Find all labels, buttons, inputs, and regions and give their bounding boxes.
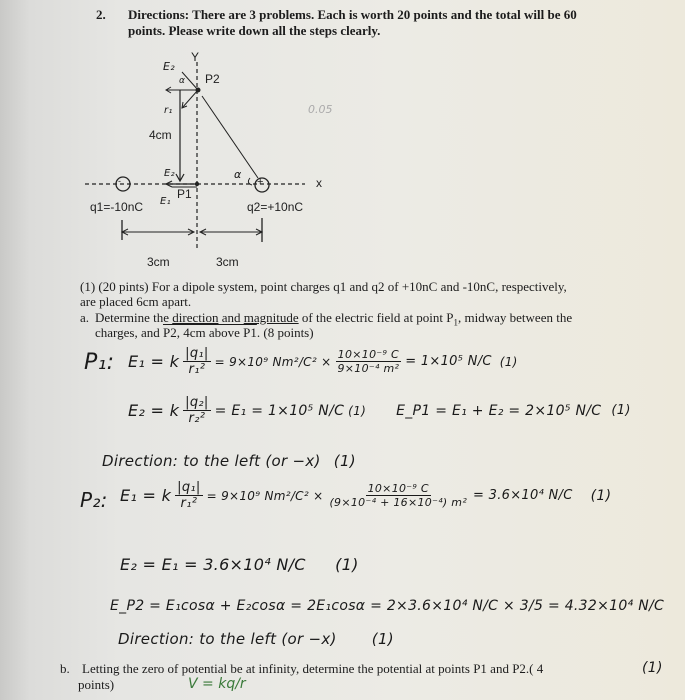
- hand-e1-p1: E₁: [160, 196, 171, 207]
- q1-sign: -: [118, 176, 121, 186]
- y-axis-label: Y: [191, 50, 200, 64]
- hand-r1: r₁: [164, 105, 173, 116]
- part-a-marker: a.: [80, 310, 90, 325]
- line2-frac-den: r₂²: [188, 411, 206, 426]
- solution-p1-label: P₁:: [84, 350, 115, 375]
- p2-label: P2: [205, 72, 220, 86]
- hand-alpha-top: α: [179, 76, 186, 86]
- problem-intro-line-1: (1) (20 pints) For a dipole system, point charges q1 and q2 of +10nC and -10nC, respectively,: [80, 279, 567, 294]
- line2-frac: [183, 395, 210, 426]
- line1-lhs: E₁ = k: [128, 352, 180, 371]
- line1-frac-1: [183, 346, 210, 377]
- part-a-text-end: , midway between the: [458, 310, 573, 325]
- direction1-text: Direction: to the left (or −x): [102, 452, 321, 470]
- solution-p2-label: P₂:: [80, 488, 108, 512]
- p1-label: P1: [177, 187, 192, 201]
- line3-frac-2: [327, 482, 469, 509]
- direction2-text: Direction: to the left (or −x): [118, 630, 337, 648]
- line5-text: E_P2 = E₁cosα + E₂cosα = 2E₁cosα = 2×3.6×10⁴ N/C × 3/5 = 4.32×10⁴ N/C: [110, 598, 665, 614]
- direction1-score: (1): [333, 452, 356, 470]
- line3-frac-1: [175, 480, 202, 511]
- q2-sign: +: [257, 176, 264, 188]
- part-a-line-2: [95, 325, 314, 340]
- height-label: 4cm: [149, 128, 172, 142]
- part-a-magnitude: magnitude: [243, 310, 299, 325]
- q2-label: q2=+10nC: [247, 200, 304, 214]
- line2-lhs: E₂ = k: [128, 401, 180, 420]
- line2-score: (1): [348, 403, 367, 418]
- line3-result: = 3.6×10⁴ N/C: [473, 488, 573, 503]
- solution-line-2: [128, 395, 631, 426]
- solution-direction-2: [118, 630, 394, 648]
- part-a-sub: 1: [453, 317, 459, 328]
- solution-line-5: [110, 598, 664, 614]
- solution-line-3: [120, 480, 611, 511]
- line3-frac2-num: 10×10⁻⁹ C: [367, 482, 429, 495]
- left-distance-label: 3cm: [147, 255, 170, 269]
- line3-frac2-den: (9×10⁻⁴ + 16×10⁻⁴) m²: [329, 496, 468, 509]
- solution-line-1: [128, 346, 518, 377]
- faint-note: 0.05: [308, 103, 333, 116]
- line1-mid: = 9×10⁹ Nm²/C² ×: [214, 354, 332, 369]
- hand-e2-top: E₂: [163, 60, 175, 73]
- part-a-text-mid: and: [218, 310, 244, 325]
- line2-sum: E_P1 = E₁ + E₂ = 2×10⁵ N/C: [396, 402, 602, 419]
- dipole-diagram: [80, 50, 400, 270]
- directions-line-1: Directions: There are 3 problems. Each is worth 20 points and the total will be 60: [128, 7, 577, 22]
- line3-lhs: E₁ = k: [120, 486, 172, 505]
- line3-mid: = 9×10⁹ Nm²/C² ×: [206, 488, 324, 503]
- problem-number: 2.: [96, 7, 106, 22]
- part-a-text-pre: Determine the: [95, 310, 173, 325]
- part-a-line2-overline: P2, 4cm above P1: [162, 325, 257, 340]
- directions-line-2: points. Please write down all the steps clearly.: [128, 23, 381, 38]
- solution-direction-1: [102, 452, 356, 470]
- line3-frac1-num: |q₁|: [177, 480, 201, 495]
- line3-frac1-den: r₁²: [180, 496, 198, 511]
- line1-result: = 1×10⁵ N/C: [405, 354, 492, 369]
- q1-label: q1=-10nC: [90, 200, 144, 214]
- line4-text: E₂ = E₁ = 3.6×10⁴ N/C: [120, 555, 306, 574]
- part-a-line2-end: . (8 points): [256, 325, 314, 340]
- line1-frac2-num: 10×10⁻⁹ C: [337, 348, 399, 361]
- part-b-line-2: points): [78, 677, 115, 692]
- line1-frac1-num: |q₁|: [185, 346, 209, 361]
- direction2-score: (1): [371, 630, 394, 648]
- line1-score: (1): [499, 354, 518, 369]
- right-distance-label: 3cm: [216, 255, 239, 269]
- part-a-text-post: of the electric field at point P: [298, 310, 454, 325]
- problem-intro-line-2: are placed 6cm apart.: [80, 294, 192, 309]
- x-axis-label: x: [316, 176, 322, 190]
- diagram-drawing: [80, 50, 400, 270]
- part-b-marker: b.: [60, 661, 70, 676]
- line3-score: (1): [590, 487, 612, 504]
- solution-line-4: [120, 555, 359, 574]
- hand-alpha-bottom: α: [234, 168, 242, 181]
- line2-frac-num: |q₂|: [185, 395, 209, 410]
- line5-score: (1): [642, 660, 663, 676]
- part-b-line-1: Letting the zero of potential be at infinity, determine the potential at points P1 and P2.( 4: [82, 661, 544, 676]
- part-a-direction: direction: [172, 310, 219, 325]
- hand-e2-p1: E₂: [164, 168, 175, 179]
- line4-score: (1): [335, 555, 359, 574]
- line1-frac-2: [335, 348, 401, 375]
- line2-result: = E₁ = 1×10⁵ N/C: [214, 402, 345, 419]
- line1-frac2-den: 9×10⁻⁴ m²: [337, 362, 400, 375]
- line2-sum-score: (1): [611, 403, 631, 418]
- potential-formula: V = kq/r: [188, 676, 246, 692]
- part-a-line2-pre: charges, and: [95, 325, 163, 340]
- line1-frac1-den: r₁²: [188, 362, 206, 377]
